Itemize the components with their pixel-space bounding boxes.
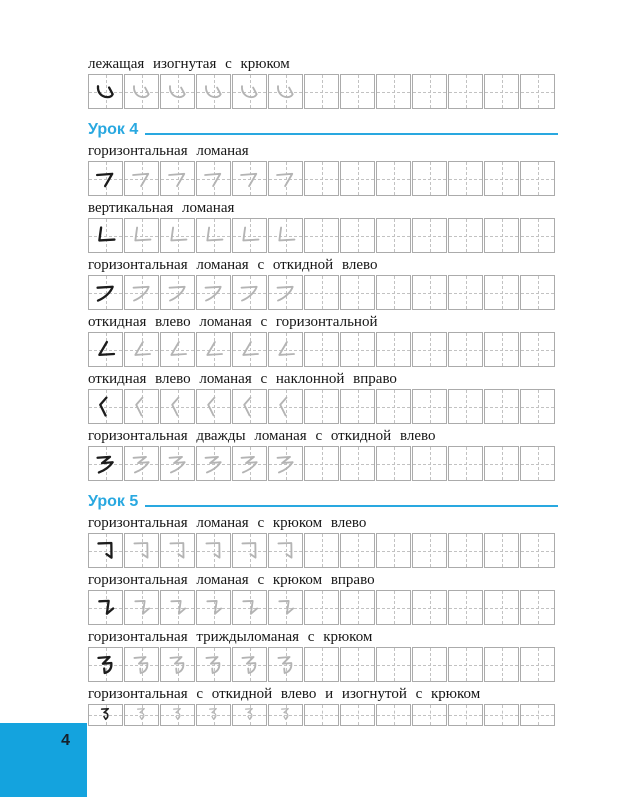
practice-content — [88, 56, 558, 730]
practice-cell — [232, 704, 267, 726]
horizontal-left-falling-curved-hook-stroke-icon — [275, 705, 296, 726]
horizontal-broken-left-falling-stroke-icon — [198, 277, 230, 309]
practice-cell — [304, 275, 339, 310]
lying-curved-hook-stroke-icon — [90, 76, 122, 108]
practice-cell — [196, 332, 231, 367]
practice-cell — [484, 647, 519, 682]
horizontal-left-falling-curved-hook-stroke-icon — [95, 705, 116, 726]
practice-cell — [88, 218, 123, 253]
practice-cell — [304, 704, 339, 726]
practice-cell — [340, 446, 375, 481]
practice-cell — [448, 218, 483, 253]
vertical-broken-stroke-icon — [90, 220, 122, 252]
practice-cell — [340, 275, 375, 310]
practice-cell — [448, 74, 483, 109]
practice-cell — [268, 590, 303, 625]
left-falling-broken-horizontal-stroke-icon — [126, 334, 158, 366]
practice-cell — [520, 275, 555, 310]
practice-cell — [88, 647, 123, 682]
lying-curved-hook-stroke-icon — [162, 76, 194, 108]
practice-cell — [340, 590, 375, 625]
left-falling-broken-horizontal-stroke-icon — [198, 334, 230, 366]
practice-cell — [484, 74, 519, 109]
practice-cell — [268, 533, 303, 568]
practice-cell — [448, 446, 483, 481]
practice-cell — [160, 218, 195, 253]
practice-cell — [484, 275, 519, 310]
practice-cell — [412, 647, 447, 682]
practice-cell — [268, 446, 303, 481]
practice-cell — [88, 446, 123, 481]
left-falling-broken-incline-right-stroke-icon — [270, 391, 302, 423]
practice-row — [88, 314, 558, 367]
practice-grid — [88, 332, 558, 367]
practice-cell — [88, 389, 123, 424]
practice-cell — [124, 704, 159, 726]
heading-rule — [145, 505, 558, 507]
practice-row — [88, 428, 558, 481]
horizontal-broken-stroke-icon — [126, 163, 158, 195]
practice-cell — [304, 161, 339, 196]
practice-cell — [484, 704, 519, 726]
practice-cell — [520, 218, 555, 253]
practice-cell — [304, 332, 339, 367]
horizontal-broken-left-falling-stroke-icon — [90, 277, 122, 309]
stroke-name-label: лежащая изогнутая с крюком — [88, 56, 290, 72]
practice-cell — [124, 389, 159, 424]
horizontal-left-falling-curved-hook-stroke-icon — [239, 705, 260, 726]
practice-cell — [376, 389, 411, 424]
practice-cell — [412, 590, 447, 625]
practice-cell — [448, 704, 483, 726]
horizontal-broken-left-falling-stroke-icon — [126, 277, 158, 309]
practice-cell — [484, 533, 519, 568]
practice-cell — [412, 704, 447, 726]
practice-cell — [520, 647, 555, 682]
practice-cell — [412, 389, 447, 424]
practice-cell — [412, 275, 447, 310]
practice-cell — [412, 161, 447, 196]
practice-cell — [376, 218, 411, 253]
practice-cell — [232, 275, 267, 310]
lying-curved-hook-stroke-icon — [126, 76, 158, 108]
practice-cell — [196, 590, 231, 625]
lesson-heading — [88, 491, 558, 511]
practice-cell — [160, 275, 195, 310]
practice-row — [88, 515, 558, 568]
left-falling-broken-incline-right-stroke-icon — [162, 391, 194, 423]
practice-cell — [376, 590, 411, 625]
practice-cell — [412, 332, 447, 367]
practice-cell — [340, 161, 375, 196]
practice-cell — [268, 74, 303, 109]
practice-cell — [412, 74, 447, 109]
practice-grid — [88, 74, 558, 109]
practice-cell — [304, 389, 339, 424]
stroke-name-label: горизонтальная ломаная — [88, 143, 249, 159]
horizontal-broken-hook-right-stroke-icon — [270, 592, 302, 624]
stroke-name-label: горизонтальная ломаная с крюком влево — [88, 515, 367, 531]
left-falling-broken-incline-right-stroke-icon — [198, 391, 230, 423]
left-falling-broken-incline-right-stroke-icon — [234, 391, 266, 423]
horizontal-broken-hook-right-stroke-icon — [126, 592, 158, 624]
horizontal-broken-hook-left-stroke-icon — [234, 535, 266, 567]
left-falling-broken-horizontal-stroke-icon — [162, 334, 194, 366]
stroke-name-label: откидная влево ломаная с наклонной вправо — [88, 371, 397, 387]
practice-cell — [520, 533, 555, 568]
practice-cell — [376, 647, 411, 682]
practice-grid — [88, 647, 558, 682]
horizontal-thrice-broken-hook-stroke-icon — [162, 649, 194, 681]
practice-cell — [268, 389, 303, 424]
practice-cell — [232, 389, 267, 424]
practice-cell — [448, 533, 483, 568]
horizontal-broken-hook-right-stroke-icon — [198, 592, 230, 624]
practice-cell — [376, 533, 411, 568]
practice-grid — [88, 161, 558, 196]
practice-cell — [124, 161, 159, 196]
practice-cell — [232, 647, 267, 682]
practice-cell — [268, 161, 303, 196]
horizontal-twice-broken-left-falling-stroke-icon — [198, 448, 230, 480]
practice-cell — [484, 590, 519, 625]
horizontal-twice-broken-left-falling-stroke-icon — [270, 448, 302, 480]
practice-cell — [304, 74, 339, 109]
lying-curved-hook-stroke-icon — [234, 76, 266, 108]
horizontal-broken-left-falling-stroke-icon — [234, 277, 266, 309]
practice-row — [88, 56, 558, 109]
practice-cell — [340, 389, 375, 424]
practice-cell — [88, 590, 123, 625]
practice-cell — [376, 704, 411, 726]
practice-row — [88, 629, 558, 682]
practice-cell — [268, 704, 303, 726]
practice-cell — [196, 161, 231, 196]
practice-cell — [448, 389, 483, 424]
practice-cell — [304, 533, 339, 568]
practice-row — [88, 371, 558, 424]
practice-cell — [268, 218, 303, 253]
practice-cell — [124, 590, 159, 625]
practice-cell — [448, 647, 483, 682]
practice-cell — [232, 533, 267, 568]
vertical-broken-stroke-icon — [198, 220, 230, 252]
practice-cell — [484, 332, 519, 367]
practice-cell — [232, 446, 267, 481]
practice-grid — [88, 590, 558, 625]
practice-cell — [448, 332, 483, 367]
practice-cell — [412, 218, 447, 253]
lesson-heading-label: Урок 5 — [88, 493, 139, 510]
practice-cell — [340, 332, 375, 367]
practice-cell — [520, 446, 555, 481]
practice-row — [88, 143, 558, 196]
vertical-broken-stroke-icon — [234, 220, 266, 252]
horizontal-broken-stroke-icon — [198, 163, 230, 195]
practice-cell — [340, 647, 375, 682]
horizontal-thrice-broken-hook-stroke-icon — [234, 649, 266, 681]
vertical-broken-stroke-icon — [270, 220, 302, 252]
practice-cell — [376, 275, 411, 310]
vertical-broken-stroke-icon — [126, 220, 158, 252]
practice-cell — [340, 533, 375, 568]
practice-cell — [268, 332, 303, 367]
practice-cell — [196, 218, 231, 253]
practice-cell — [484, 446, 519, 481]
stroke-name-label: вертикальная ломаная — [88, 200, 235, 216]
practice-cell — [484, 218, 519, 253]
practice-cell — [520, 704, 555, 726]
horizontal-left-falling-curved-hook-stroke-icon — [167, 705, 188, 726]
practice-cell — [160, 446, 195, 481]
horizontal-broken-hook-left-stroke-icon — [90, 535, 122, 567]
lying-curved-hook-stroke-icon — [270, 76, 302, 108]
stroke-name-label: горизонтальная триждыломаная с крюком — [88, 629, 373, 645]
practice-cell — [412, 533, 447, 568]
heading-rule — [145, 133, 558, 135]
practice-cell — [124, 275, 159, 310]
practice-grid — [88, 446, 558, 481]
practice-row — [88, 572, 558, 625]
practice-cell — [88, 74, 123, 109]
practice-cell — [88, 275, 123, 310]
horizontal-twice-broken-left-falling-stroke-icon — [162, 448, 194, 480]
horizontal-broken-hook-left-stroke-icon — [162, 535, 194, 567]
horizontal-left-falling-curved-hook-stroke-icon — [203, 705, 224, 726]
horizontal-broken-left-falling-stroke-icon — [270, 277, 302, 309]
horizontal-broken-stroke-icon — [270, 163, 302, 195]
practice-cell — [232, 332, 267, 367]
practice-cell — [124, 533, 159, 568]
practice-cell — [232, 218, 267, 253]
practice-cell — [160, 161, 195, 196]
practice-cell — [160, 332, 195, 367]
practice-cell — [196, 275, 231, 310]
stroke-name-label: горизонтальная ломаная с крюком вправо — [88, 572, 375, 588]
practice-cell — [520, 389, 555, 424]
practice-cell — [376, 446, 411, 481]
horizontal-broken-left-falling-stroke-icon — [162, 277, 194, 309]
practice-cell — [448, 161, 483, 196]
practice-cell — [520, 590, 555, 625]
practice-cell — [484, 389, 519, 424]
horizontal-broken-stroke-icon — [162, 163, 194, 195]
horizontal-broken-hook-left-stroke-icon — [198, 535, 230, 567]
practice-cell — [412, 446, 447, 481]
practice-cell — [160, 74, 195, 109]
lesson-heading — [88, 119, 558, 139]
practice-grid — [88, 533, 558, 568]
practice-cell — [160, 389, 195, 424]
left-falling-broken-horizontal-stroke-icon — [234, 334, 266, 366]
practice-grid — [88, 389, 558, 424]
practice-cell — [448, 590, 483, 625]
stroke-name-label: горизонтальная с откидной влево и изогнутой с крюком — [88, 686, 481, 702]
horizontal-broken-stroke-icon — [234, 163, 266, 195]
practice-grid — [88, 704, 558, 726]
horizontal-left-falling-curved-hook-stroke-icon — [131, 705, 152, 726]
practice-cell — [376, 332, 411, 367]
stroke-name-label: горизонтальная ломаная с откидной влево — [88, 257, 378, 273]
horizontal-thrice-broken-hook-stroke-icon — [198, 649, 230, 681]
practice-cell — [232, 590, 267, 625]
practice-cell — [160, 647, 195, 682]
practice-grid — [88, 275, 558, 310]
lesson-heading-label: Урок 4 — [88, 121, 139, 138]
practice-cell — [196, 74, 231, 109]
practice-cell — [124, 332, 159, 367]
practice-cell — [160, 590, 195, 625]
practice-cell — [268, 275, 303, 310]
practice-cell — [304, 647, 339, 682]
page-number-box — [0, 723, 87, 797]
horizontal-twice-broken-left-falling-stroke-icon — [90, 448, 122, 480]
horizontal-broken-hook-right-stroke-icon — [90, 592, 122, 624]
practice-cell — [196, 533, 231, 568]
left-falling-broken-horizontal-stroke-icon — [270, 334, 302, 366]
horizontal-broken-hook-left-stroke-icon — [126, 535, 158, 567]
practice-row — [88, 200, 558, 253]
practice-cell — [340, 74, 375, 109]
practice-cell — [196, 389, 231, 424]
vertical-broken-stroke-icon — [162, 220, 194, 252]
practice-cell — [520, 332, 555, 367]
practice-cell — [304, 446, 339, 481]
stroke-name-label: горизонтальная дважды ломаная с откидной влево — [88, 428, 436, 444]
practice-cell — [124, 74, 159, 109]
horizontal-thrice-broken-hook-stroke-icon — [126, 649, 158, 681]
practice-cell — [520, 74, 555, 109]
practice-cell — [304, 218, 339, 253]
practice-cell — [88, 161, 123, 196]
practice-cell — [88, 704, 123, 726]
horizontal-broken-hook-left-stroke-icon — [270, 535, 302, 567]
horizontal-twice-broken-left-falling-stroke-icon — [126, 448, 158, 480]
practice-row — [88, 686, 558, 726]
practice-cell — [232, 74, 267, 109]
left-falling-broken-horizontal-stroke-icon — [90, 334, 122, 366]
practice-cell — [304, 590, 339, 625]
practice-cell — [340, 218, 375, 253]
practice-cell — [268, 647, 303, 682]
practice-cell — [484, 161, 519, 196]
practice-cell — [448, 275, 483, 310]
practice-cell — [376, 161, 411, 196]
practice-cell — [88, 533, 123, 568]
practice-row — [88, 257, 558, 310]
horizontal-broken-hook-right-stroke-icon — [162, 592, 194, 624]
practice-cell — [160, 533, 195, 568]
practice-cell — [232, 161, 267, 196]
practice-cell — [376, 74, 411, 109]
left-falling-broken-incline-right-stroke-icon — [90, 391, 122, 423]
horizontal-broken-stroke-icon — [90, 163, 122, 195]
practice-cell — [520, 161, 555, 196]
practice-cell — [88, 332, 123, 367]
practice-cell — [160, 704, 195, 726]
stroke-name-label: откидная влево ломаная с горизонтальной — [88, 314, 378, 330]
practice-cell — [124, 446, 159, 481]
practice-cell — [124, 218, 159, 253]
practice-cell — [196, 704, 231, 726]
page-number: 4 — [61, 732, 70, 749]
practice-grid — [88, 218, 558, 253]
horizontal-thrice-broken-hook-stroke-icon — [90, 649, 122, 681]
horizontal-broken-hook-right-stroke-icon — [234, 592, 266, 624]
practice-cell — [340, 704, 375, 726]
horizontal-thrice-broken-hook-stroke-icon — [270, 649, 302, 681]
horizontal-twice-broken-left-falling-stroke-icon — [234, 448, 266, 480]
practice-cell — [196, 446, 231, 481]
left-falling-broken-incline-right-stroke-icon — [126, 391, 158, 423]
lying-curved-hook-stroke-icon — [198, 76, 230, 108]
practice-cell — [124, 647, 159, 682]
practice-cell — [196, 647, 231, 682]
